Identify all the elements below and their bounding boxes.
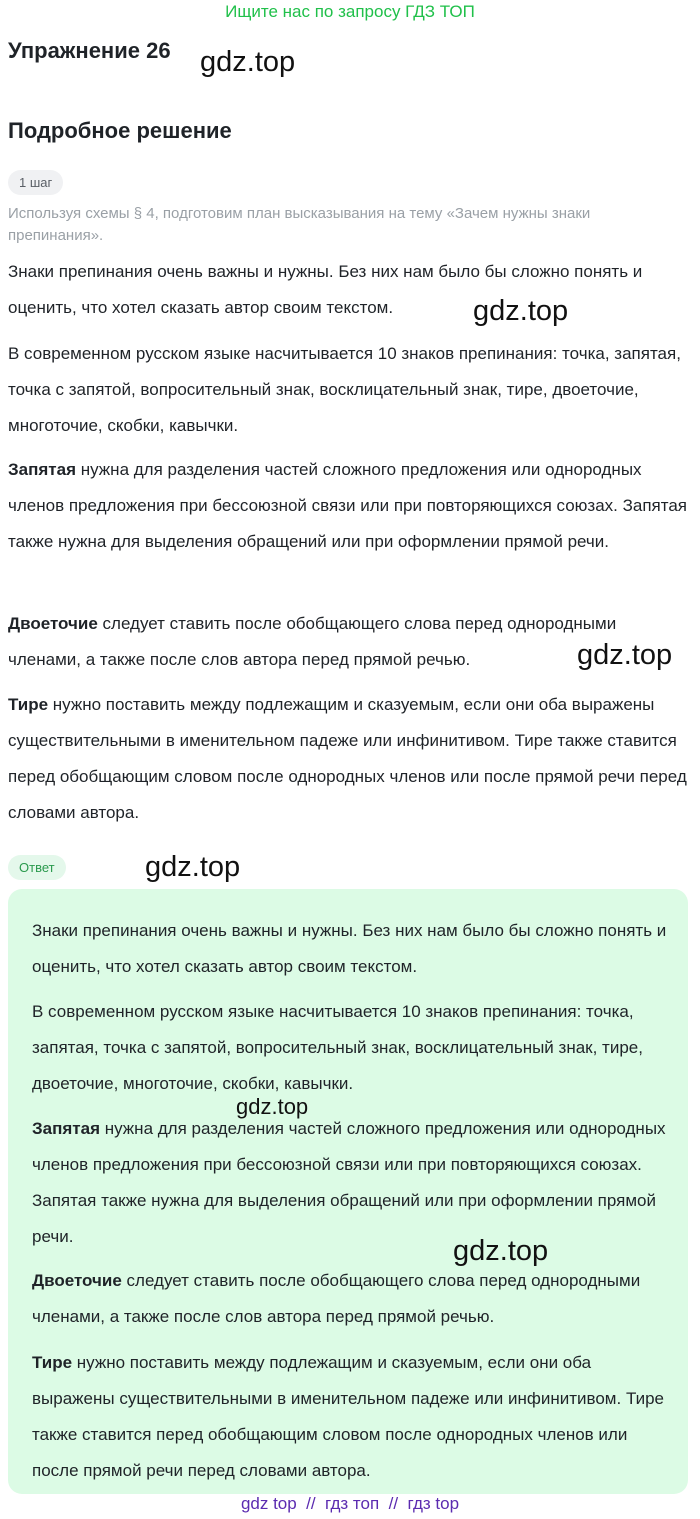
answer-badge: Ответ	[8, 855, 66, 880]
watermark: gdz.top	[200, 46, 296, 78]
solution-title: Подробное решение	[8, 118, 232, 143]
answer-term-dash: Тире	[32, 1353, 73, 1372]
solution-p4: следует ставить после обобщающего слова перед однородными членами, а также после слов автора перед прямой речью.	[8, 614, 617, 669]
answer-paragraph-1	[32, 913, 672, 985]
answer-p2: В современном русском языке насчитывается 10 знаков препинания: точка, запятая, точка с запятой, вопросительный знак, восклицательный знак, тире, двоеточие, многоточие, скобки, кавычки.	[32, 1002, 643, 1093]
solution-p3: нужна для разделения частей сложного предложения или однородных членов предложения при бессоюзной связи или при повторяющихся союзах. Запятая также нужна для выделения обращений или при оформлении прямой речи.	[8, 460, 687, 551]
solution-p1: Знаки препинания очень важны и нужны. Без них нам было бы сложно понять и оценить, что хотел сказать автор своим текстом.	[8, 262, 643, 317]
answer-p1: Знаки препинания очень важны и нужны. Без них нам было бы сложно понять и оценить, что хотел сказать автор своим текстом.	[32, 921, 667, 976]
answer-p5: нужно поставить между подлежащим и сказуемым, если они оба выражены существительными в именительном падеже или инфинитивом. Тире также ставится перед обобщающим словом после однородных членов или после прямой речи перед словами автора.	[32, 1353, 664, 1480]
solution-paragraph-1	[8, 254, 692, 326]
watermark: gdz.top	[236, 1094, 309, 1119]
watermark: gdz.top	[577, 639, 673, 671]
answer-paragraph-5	[32, 1345, 672, 1489]
answer-paragraph-4	[32, 1263, 672, 1335]
term-colon: Двоеточие	[8, 614, 98, 633]
term-comma: Запятая	[8, 460, 76, 479]
solution-p2: В современном русском языке насчитывается 10 знаков препинания: точка, запятая, точка с запятой, вопросительный знак, восклицательный знак, тире, двоеточие, многоточие, скобки, кавычки.	[8, 344, 681, 435]
term-dash: Тире	[8, 695, 49, 714]
solution-paragraph-3	[8, 452, 692, 560]
solution-p5: нужно поставить между подлежащим и сказуемым, если они оба выражены существительными в именительном падеже или инфинитивом. Тире также ставится перед обобщающим словом после однородных членов или после прямой речи перед словами автора.	[8, 695, 687, 822]
answer-paragraph-2	[32, 994, 672, 1102]
intro-text: Используя схемы § 4, подготовим план высказывания на тему «Зачем нужны знаки препинания».	[8, 205, 591, 244]
watermark: gdz.top	[453, 1235, 549, 1267]
solution-paragraph-2	[8, 336, 692, 444]
step-badge: 1 шаг	[8, 170, 63, 195]
solution-paragraph-5	[8, 687, 692, 831]
answer-p3: нужна для разделения частей сложного предложения или однородных членов предложения при бессоюзной связи или при повторяющихся союзах. Запятая также нужна для выделения обращений или при оформлении прямой речи.	[32, 1119, 666, 1246]
watermark: gdz.top	[473, 295, 569, 327]
footer-watermark: gdz top // гдз топ // гдз top	[240, 1494, 460, 1513]
search-banner: Ищите нас по запросу ГДЗ ТОП	[225, 2, 475, 21]
watermark: gdz.top	[145, 851, 241, 883]
answer-p4: следует ставить после обобщающего слова перед однородными членами, а также после слов автора перед прямой речью.	[32, 1271, 641, 1326]
answer-term-comma: Запятая	[32, 1119, 100, 1138]
answer-paragraph-3	[32, 1111, 672, 1255]
exercise-title: Упражнение 26	[8, 38, 171, 63]
answer-term-colon: Двоеточие	[32, 1271, 122, 1290]
